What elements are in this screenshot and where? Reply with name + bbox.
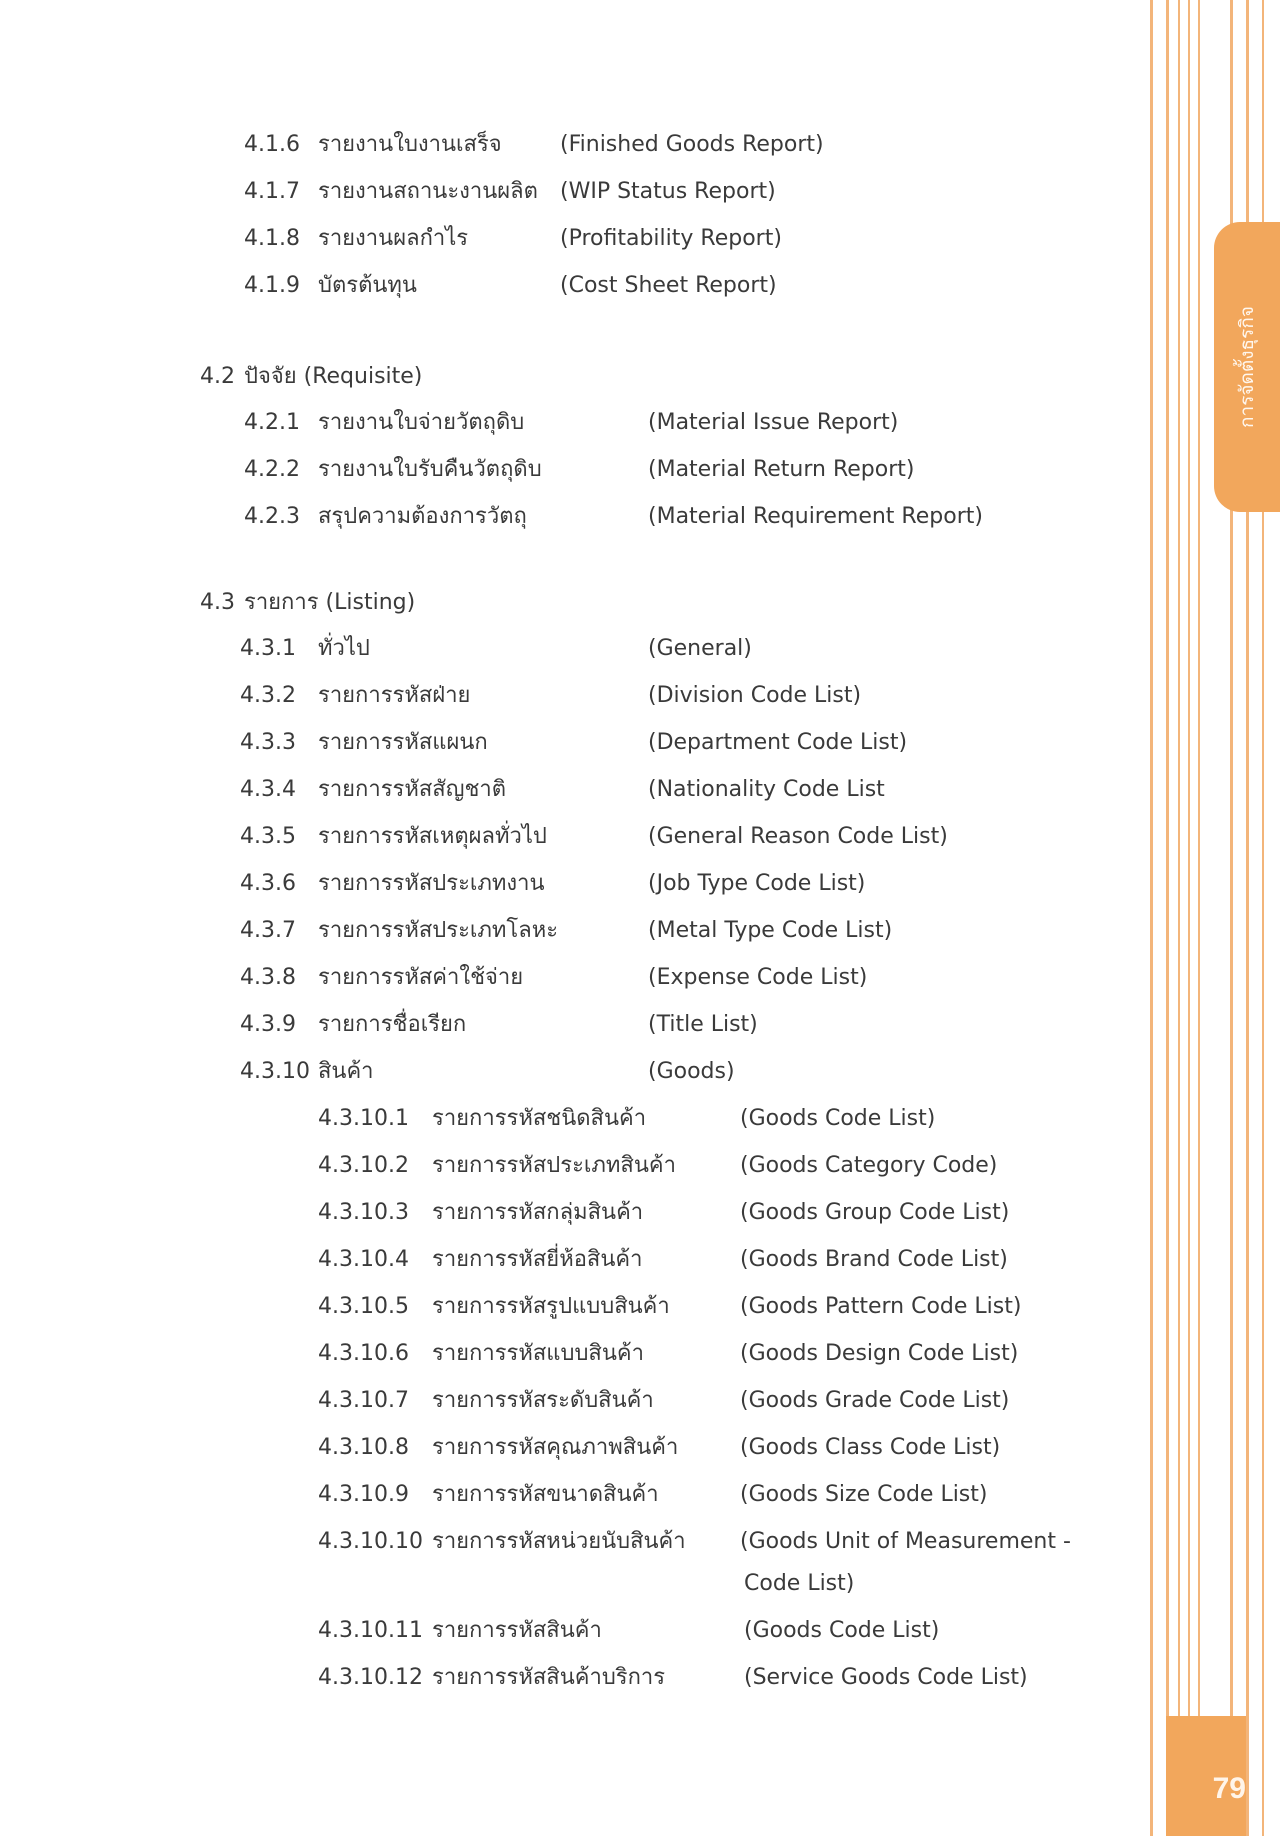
item-thai: รายการรหัสแผนก xyxy=(318,730,488,755)
item-number: 4.3.10.12 xyxy=(318,1665,423,1690)
item-thai: รายการรหัสชนิดสินค้า xyxy=(432,1106,647,1131)
page-number: 79 xyxy=(1212,1772,1246,1805)
item-english: (General) xyxy=(648,636,752,661)
item-number: 4.3.4 xyxy=(240,777,296,802)
item-english: (General Reason Code List) xyxy=(648,824,948,849)
item-english: (Division Code List) xyxy=(648,683,862,708)
item-thai: สรุปความต้องการวัตถุ xyxy=(318,504,527,529)
item-english: (Goods Design Code List) xyxy=(740,1341,1019,1366)
item-number: 4.3.10.8 xyxy=(318,1435,409,1460)
item-english: (Goods Size Code List) xyxy=(740,1482,988,1507)
item-thai: รายการรหัสค่าใช้จ่าย xyxy=(318,965,524,990)
margin-stripe xyxy=(1188,0,1190,1836)
item-number: 4.3.10.3 xyxy=(318,1200,409,1225)
item-number: 4.3.6 xyxy=(240,871,296,896)
item-number: 4.3.10 xyxy=(240,1059,310,1084)
item-thai: รายการรหัสระดับสินค้า xyxy=(432,1388,654,1413)
item-thai: สินค้า xyxy=(318,1059,374,1084)
section-number: 4.2 xyxy=(200,364,235,389)
item-english: (Department Code List) xyxy=(648,730,908,755)
item-english: (Goods Unit of Measurement - xyxy=(740,1529,1071,1554)
item-english: (Expense Code List) xyxy=(648,965,868,990)
item-english: (Goods Brand Code List) xyxy=(740,1247,1008,1272)
margin-stripe xyxy=(1178,0,1180,1836)
item-number: 4.2.1 xyxy=(244,410,300,435)
item-english: (Title List) xyxy=(648,1012,758,1037)
item-english: (Service Goods Code List) xyxy=(744,1665,1028,1690)
item-number: 4.2.3 xyxy=(244,504,300,529)
item-english: (Goods Category Code) xyxy=(740,1153,998,1178)
item-number: 4.3.10.2 xyxy=(318,1153,409,1178)
item-thai: รายการรหัสประเภทสินค้า xyxy=(432,1153,676,1178)
item-number: 4.3.2 xyxy=(240,683,296,708)
section-title: ปัจจัย (Requisite) xyxy=(244,364,423,389)
item-english: (Material Requirement Report) xyxy=(648,504,983,529)
item-english: (Goods Code List) xyxy=(740,1106,936,1131)
item-english: Code List) xyxy=(744,1571,855,1596)
item-number: 4.3.10.10 xyxy=(318,1529,423,1554)
item-number: 4.1.8 xyxy=(244,226,300,251)
item-number: 4.3.3 xyxy=(240,730,296,755)
item-english: (Material Issue Report) xyxy=(648,410,899,435)
item-number: 4.3.7 xyxy=(240,918,296,943)
item-english: (Cost Sheet Report) xyxy=(560,273,777,298)
chapter-tab-label-box xyxy=(1214,222,1280,512)
item-number: 4.3.10.11 xyxy=(318,1618,423,1643)
margin-stripe xyxy=(1198,0,1200,1836)
item-number: 4.1.7 xyxy=(244,179,300,204)
item-thai: รายการรหัสสัญชาติ xyxy=(318,777,507,802)
item-english: (Finished Goods Report) xyxy=(560,132,824,157)
item-thai: รายงานใบงานเสร็จ xyxy=(318,132,502,157)
section-number: 4.3 xyxy=(200,590,235,615)
item-thai: รายการรหัสแบบสินค้า xyxy=(432,1341,644,1366)
item-english: (Profitability Report) xyxy=(560,226,782,251)
chapter-tab-label: การจัดตั้งธุรกิจ xyxy=(1236,306,1258,428)
item-thai: รายงานสถานะงานผลิต xyxy=(318,179,538,204)
item-number: 4.3.10.9 xyxy=(318,1482,409,1507)
item-english: (Goods Code List) xyxy=(744,1618,940,1643)
item-number: 4.3.5 xyxy=(240,824,296,849)
item-number: 4.3.10.1 xyxy=(318,1106,409,1131)
item-thai: รายการรหัสเหตุผลทั่วไป xyxy=(318,824,547,849)
item-thai: รายการรหัสประเภทงาน xyxy=(318,871,545,896)
item-thai: รายการชื่อเรียก xyxy=(318,1012,467,1037)
item-english: (Job Type Code List) xyxy=(648,871,866,896)
item-thai: รายการรหัสประเภทโลหะ xyxy=(318,918,559,943)
item-number: 4.1.9 xyxy=(244,273,300,298)
item-thai: บัตรต้นทุน xyxy=(318,273,417,298)
item-number: 4.3.9 xyxy=(240,1012,296,1037)
margin-stripe xyxy=(1150,0,1153,1836)
item-number: 4.3.10.4 xyxy=(318,1247,409,1272)
item-english: (Goods Pattern Code List) xyxy=(740,1294,1022,1319)
item-thai: รายการรหัสหน่วยนับสินค้า xyxy=(432,1529,686,1554)
item-number: 4.2.2 xyxy=(244,457,300,482)
item-thai: รายงานใบรับคืนวัตถุดิบ xyxy=(318,457,542,482)
item-thai: รายการรหัสขนาดสินค้า xyxy=(432,1482,659,1507)
item-number: 4.1.6 xyxy=(244,132,300,157)
item-thai: ทั่วไป xyxy=(318,636,370,661)
item-english: (WIP Status Report) xyxy=(560,179,776,204)
item-english: (Goods Group Code List) xyxy=(740,1200,1010,1225)
item-english: (Goods) xyxy=(648,1059,735,1084)
item-number: 4.3.1 xyxy=(240,636,296,661)
item-thai: รายการรหัสคุณภาพสินค้า xyxy=(432,1435,679,1460)
section-title: รายการ (Listing) xyxy=(244,590,416,615)
margin-stripe xyxy=(1166,0,1169,1836)
item-number: 4.3.10.6 xyxy=(318,1341,409,1366)
item-thai: รายการรหัสกลุ่มสินค้า xyxy=(432,1200,644,1225)
item-english: (Nationality Code List xyxy=(648,777,885,802)
item-number: 4.3.10.5 xyxy=(318,1294,409,1319)
item-thai: รายการรหัสสินค้าบริการ xyxy=(432,1665,666,1690)
item-english: (Goods Class Code List) xyxy=(740,1435,1001,1460)
item-english: (Goods Grade Code List) xyxy=(740,1388,1010,1413)
item-thai: รายการรหัสรูปแบบสินค้า xyxy=(432,1294,670,1319)
item-number: 4.3.8 xyxy=(240,965,296,990)
item-number: 4.3.10.7 xyxy=(318,1388,409,1413)
item-thai: รายการรหัสฝ่าย xyxy=(318,683,471,708)
item-thai: รายงานใบจ่ายวัตถุดิบ xyxy=(318,410,525,435)
item-english: (Metal Type Code List) xyxy=(648,918,893,943)
item-thai: รายการรหัสยี่ห้อสินค้า xyxy=(432,1247,643,1272)
item-thai: รายงานผลกำไร xyxy=(318,226,469,251)
item-english: (Material Return Report) xyxy=(648,457,915,482)
item-thai: รายการรหัสสินค้า xyxy=(432,1618,602,1643)
